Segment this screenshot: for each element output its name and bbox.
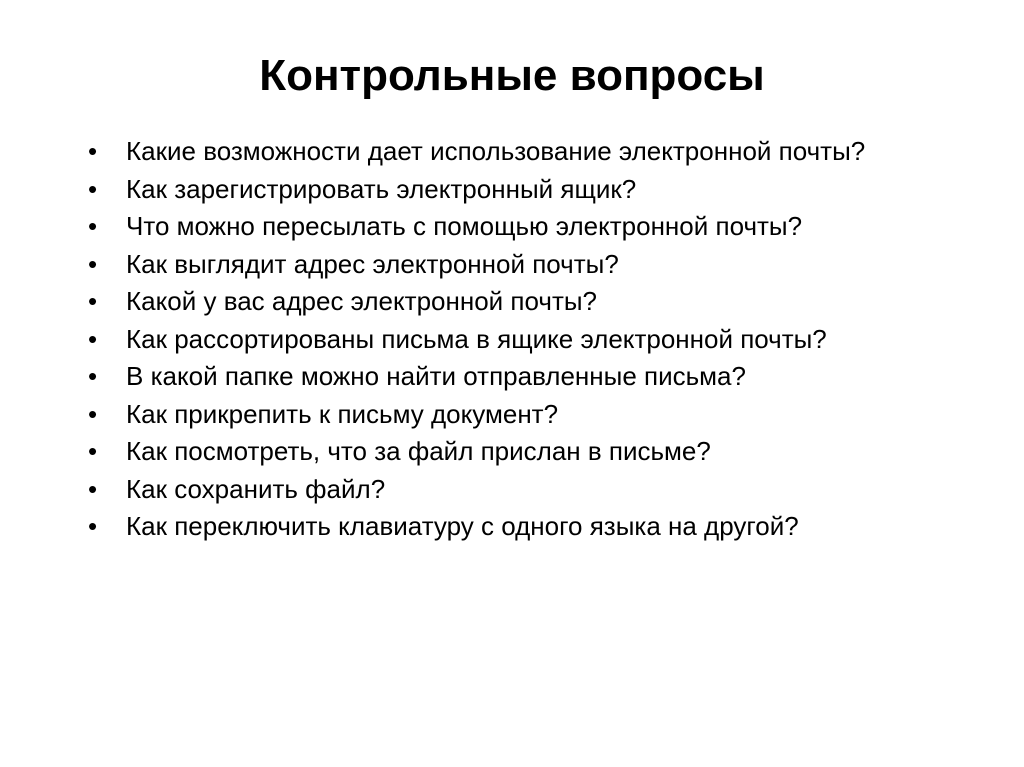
bullet-icon: • (88, 398, 98, 429)
question-text: Какие возможности дает использование электронной почты? (126, 136, 866, 166)
question-text: Как сохранить файл? (126, 473, 386, 504)
bullet-icon: • (88, 286, 98, 316)
question-item (88, 399, 918, 429)
bullet-icon: • (88, 248, 98, 279)
question-list (88, 136, 918, 549)
question-item (88, 324, 918, 354)
question-text: Как переключить клавиатуру с одного языка на другой? (126, 511, 799, 541)
question-text: Как зарегистрировать электронный ящик? (126, 173, 637, 204)
question-text: Что можно пересылать с помощью электронной почты? (126, 211, 803, 241)
question-text: Как рассортированы письма в ящике электронной почты? (126, 323, 827, 354)
bullet-icon: • (88, 136, 98, 166)
bullet-icon: • (88, 473, 98, 504)
question-text: Как посмотреть, что за файл прислан в письме? (126, 436, 711, 466)
bullet-icon: • (88, 511, 98, 541)
question-item (88, 211, 918, 241)
question-text: Как выглядит адрес электронной почты? (126, 248, 619, 279)
question-item (88, 249, 918, 279)
question-item (88, 361, 918, 391)
question-item (88, 474, 918, 504)
bullet-icon: • (88, 436, 98, 466)
question-item (88, 174, 918, 204)
question-text: В какой папке можно найти отправленные письма? (126, 361, 746, 391)
bullet-icon: • (88, 323, 98, 354)
question-item (88, 136, 918, 166)
question-text: Какой у вас адрес электронной почты? (126, 286, 597, 316)
bullet-icon: • (88, 361, 98, 391)
bullet-icon: • (88, 173, 98, 204)
question-item (88, 436, 918, 466)
question-item (88, 511, 918, 541)
slide-title: Контрольные вопросы (259, 51, 765, 100)
question-text: Как прикрепить к письму документ? (126, 398, 559, 429)
bullet-icon: • (88, 211, 98, 241)
question-item (88, 286, 918, 316)
